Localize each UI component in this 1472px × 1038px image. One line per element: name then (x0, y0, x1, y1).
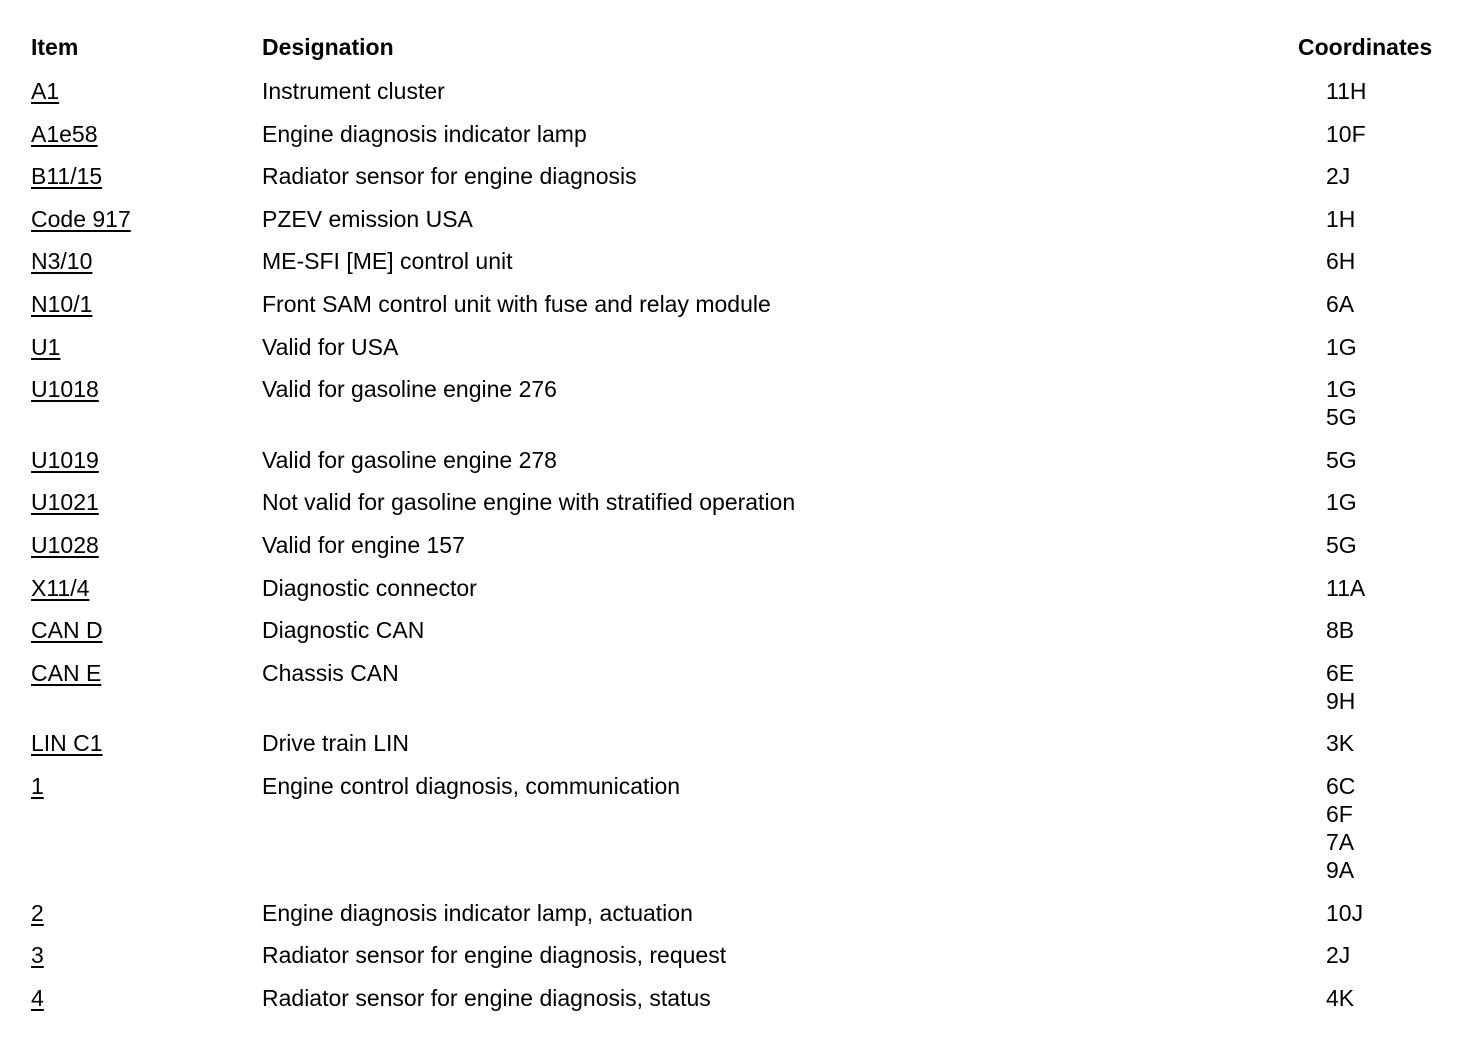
table-row (0, 488, 1472, 531)
table-row (0, 120, 1472, 163)
table-row (0, 941, 1472, 984)
coordinates-cell (1326, 247, 1355, 290)
designation-text: Valid for USA (262, 333, 399, 360)
table-row (0, 899, 1472, 942)
table-row (0, 729, 1472, 772)
item-link[interactable]: 3 (31, 942, 44, 969)
coordinate-value: 1G (1326, 376, 1357, 403)
coordinate-value: 6H (1326, 248, 1356, 275)
designation-text: ME-SFI [ME] control unit (262, 248, 513, 275)
designation-text: Front SAM control unit with fuse and relay module (262, 290, 771, 317)
coordinates-cell (1326, 531, 1357, 574)
table-row (0, 77, 1472, 120)
designation-text: Not valid for gasoline engine with stratified operation (262, 489, 796, 516)
item-column-header: Item (31, 34, 79, 60)
item-link[interactable]: A1 (31, 78, 60, 104)
table-row (0, 205, 1472, 248)
coordinates-cell (1326, 77, 1367, 120)
item-link[interactable]: U1018 (31, 376, 99, 403)
designation-column-header: Designation (262, 34, 394, 60)
coordinate-value: 4K (1326, 984, 1355, 1011)
table-row (0, 375, 1472, 446)
coordinate-value: 6F (1326, 800, 1353, 827)
designation-text: Engine diagnosis indicator lamp (262, 120, 587, 147)
designation-text: Engine diagnosis indicator lamp, actuation (262, 899, 693, 926)
coordinate-value: 10J (1326, 899, 1364, 926)
coordinate-value: 5G (1326, 531, 1357, 558)
coordinate-value: 1G (1326, 333, 1357, 360)
designation-text: Diagnostic connector (262, 574, 477, 601)
coordinate-value: 7A (1326, 828, 1355, 855)
coordinate-value: 6C (1326, 772, 1356, 799)
coordinates-cell (1326, 616, 1354, 659)
coordinate-value: 6A (1326, 290, 1355, 317)
table-row (0, 446, 1472, 489)
designation-text: Valid for gasoline engine 276 (262, 376, 557, 403)
coordinate-value: 8B (1326, 617, 1355, 644)
item-link[interactable]: 4 (31, 984, 44, 1011)
table-row (0, 659, 1472, 730)
coordinates-cell (1326, 446, 1357, 489)
table-row (0, 333, 1472, 376)
designation-text: Drive train LIN (262, 730, 409, 757)
table-row (0, 531, 1472, 574)
table-row (0, 247, 1472, 290)
coordinate-value: 1G (1326, 489, 1357, 516)
table-row (0, 772, 1472, 899)
coordinates-cell (1326, 899, 1363, 942)
coordinates-cell (1326, 162, 1350, 205)
table-header (0, 34, 1472, 64)
designation-text: Valid for gasoline engine 278 (262, 446, 557, 473)
item-link[interactable]: LIN C1 (31, 730, 103, 757)
coordinates-cell (1326, 772, 1355, 899)
coordinate-value: 1H (1326, 205, 1356, 232)
item-link[interactable]: N10/1 (31, 290, 93, 317)
item-link[interactable]: U1019 (31, 446, 99, 473)
designation-text: PZEV emission USA (262, 205, 473, 232)
item-link[interactable]: U1028 (31, 531, 99, 558)
coordinate-value: 10F (1326, 120, 1366, 147)
coordinate-value: 5G (1326, 446, 1357, 473)
item-link[interactable]: CAN E (31, 659, 102, 686)
coordinates-cell (1326, 375, 1357, 446)
item-link[interactable]: U1 (31, 333, 61, 360)
designation-text: Chassis CAN (262, 659, 399, 686)
designation-text: Engine control diagnosis, communication (262, 772, 681, 799)
coordinates-cell (1326, 574, 1365, 617)
item-link[interactable]: Code 917 (31, 205, 131, 232)
coordinates-cell (1326, 290, 1354, 333)
item-link[interactable]: A1e58 (31, 120, 98, 147)
item-link[interactable]: N3/10 (31, 248, 93, 275)
item-link[interactable]: B11/15 (31, 163, 103, 190)
coordinate-value: 3K (1326, 730, 1355, 757)
table-row (0, 616, 1472, 659)
table-row (0, 162, 1472, 205)
coordinates-cell (1326, 333, 1357, 376)
item-link[interactable]: CAN D (31, 617, 103, 644)
coordinates-cell (1326, 729, 1354, 772)
coordinates-cell (1326, 205, 1355, 248)
item-link[interactable]: 2 (31, 899, 44, 926)
legend-table-body (0, 77, 1472, 1026)
designation-text: Radiator sensor for engine diagnosis, status (262, 984, 711, 1011)
coordinate-value: 9A (1326, 856, 1355, 883)
item-link[interactable]: U1021 (31, 489, 99, 516)
coordinate-value: 11H (1326, 78, 1367, 104)
coordinates-column-header: Coordinates (1298, 34, 1433, 60)
table-row (0, 984, 1472, 1027)
coordinate-value: 11A (1326, 574, 1366, 601)
coordinate-value: 5G (1326, 404, 1357, 431)
table-row (0, 574, 1472, 617)
designation-text: Diagnostic CAN (262, 617, 425, 644)
coordinates-cell (1326, 659, 1355, 730)
coordinate-value: 2J (1326, 163, 1351, 190)
coordinate-value: 2J (1326, 942, 1351, 969)
designation-text: Radiator sensor for engine diagnosis (262, 163, 637, 190)
coordinates-cell (1326, 984, 1354, 1027)
coordinate-value: 9H (1326, 687, 1356, 714)
designation-text: Instrument cluster (262, 78, 445, 104)
table-row (0, 290, 1472, 333)
coordinate-value: 6E (1326, 659, 1355, 686)
designation-text: Valid for engine 157 (262, 531, 465, 558)
coordinates-cell (1326, 120, 1366, 163)
coordinates-cell (1326, 488, 1357, 531)
item-link[interactable]: X11/4 (31, 574, 90, 601)
designation-text: Radiator sensor for engine diagnosis, request (262, 942, 727, 969)
item-link[interactable]: 1 (31, 772, 44, 799)
coordinates-cell (1326, 941, 1350, 984)
